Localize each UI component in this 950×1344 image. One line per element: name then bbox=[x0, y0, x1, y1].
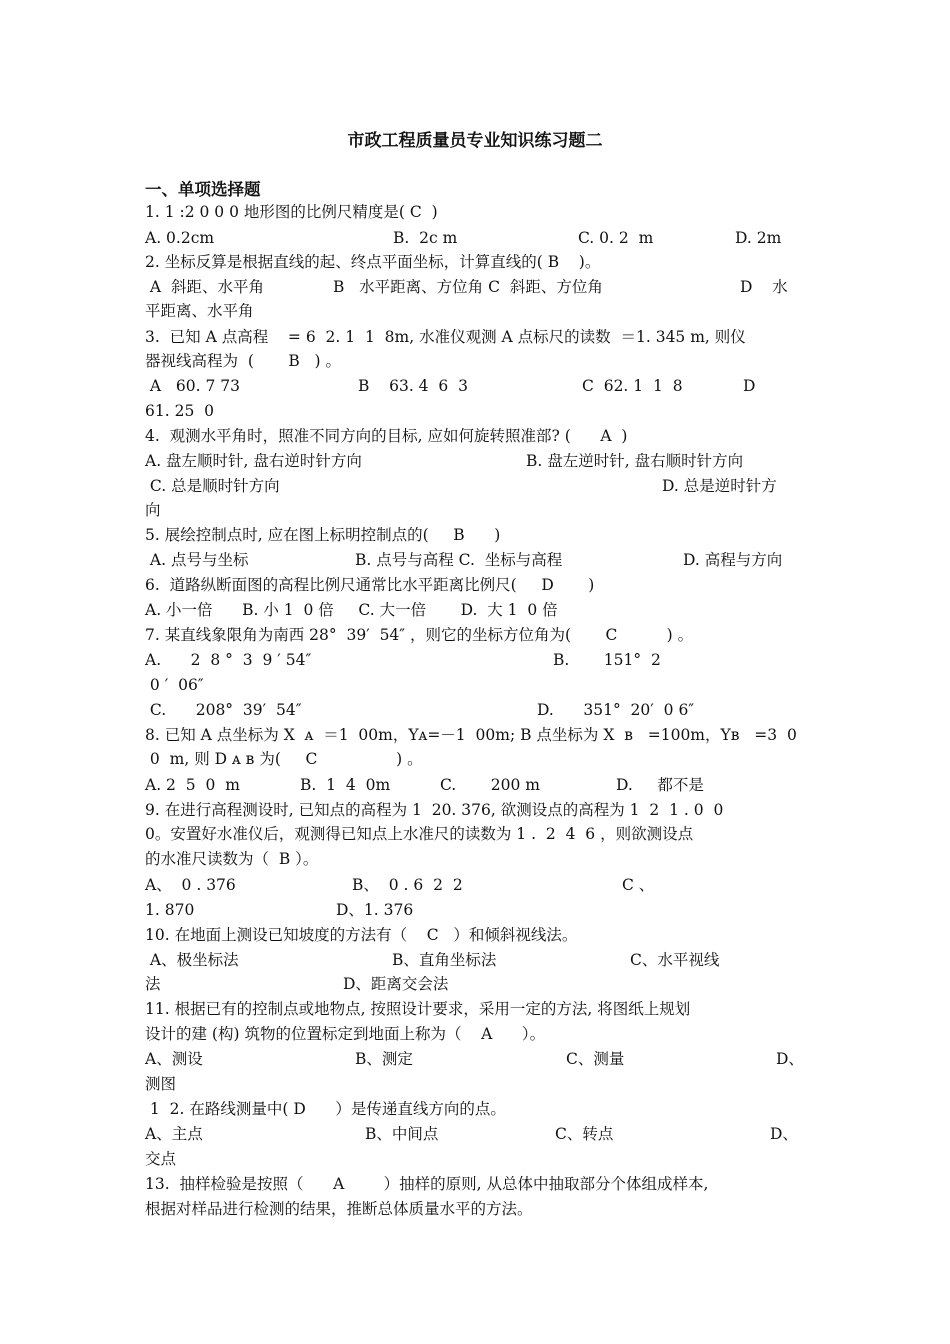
text-line: C、转点 bbox=[555, 1125, 614, 1143]
text-line: 法 bbox=[145, 975, 161, 993]
text-line: 10. 在地面上测设已知坡度的方法有（ C ）和倾斜视线法。 bbox=[145, 926, 578, 944]
text-line: C、水平视线 bbox=[630, 951, 720, 969]
text-line: 0。安置好水准仪后，观测得已知点上水准尺的读数为 1 . 2 4 6 ，则欲测设点 bbox=[145, 825, 694, 843]
text-line: 4. 观测水平角时，照准不同方向的目标, 应如何旋转照准部? ( A ) bbox=[145, 427, 628, 445]
text-line: 11. 根据已有的控制点或地物点, 按照设计要求，采用一定的方法, 将图纸上规划 bbox=[145, 1000, 691, 1018]
text-line: B. 点号与高程 C. 坐标与高程 bbox=[355, 551, 563, 569]
text-line: B 水平距离、方位角 C 斜距、方位角 bbox=[333, 278, 603, 296]
text-line: B. 2c m bbox=[393, 229, 458, 247]
text-line: 1 2. 在路线测量中( D ）是传递直线方向的点。 bbox=[145, 1100, 506, 1118]
text-line: C 62. 1 1 8 bbox=[582, 377, 683, 395]
text-line: D. 都不是 bbox=[616, 776, 704, 794]
text-line: A、测设 bbox=[145, 1050, 203, 1068]
text-line: D、 bbox=[776, 1050, 804, 1068]
text-line: B、中间点 bbox=[365, 1125, 439, 1143]
text-line: A. 盘左顺时针, 盘右逆时针方向 bbox=[145, 452, 362, 470]
text-line: 0 m, 则 D ᴀ ʙ 为( C ) 。 bbox=[145, 750, 423, 768]
text-line: 的水准尺读数为（ B ）。 bbox=[145, 850, 319, 868]
text-line: B、 0 . 6 2 2 bbox=[352, 876, 463, 894]
text-line: C. 208° 39′ 54″ bbox=[145, 701, 302, 719]
text-line: 7. 某直线象限角为南西 28° 39′ 54″ ，则它的坐标方位角为( C ) 。 bbox=[145, 626, 694, 644]
text-line: A. 2 8 ° 3 9 ′ 54″ bbox=[145, 651, 312, 669]
text-line: A、主点 bbox=[145, 1125, 203, 1143]
section-heading: 一、单项选择题 bbox=[145, 180, 261, 199]
text-line: 测图 bbox=[145, 1075, 177, 1093]
text-line: C、测量 bbox=[566, 1050, 625, 1068]
text-line: A、极坐标法 bbox=[145, 951, 239, 969]
text-line: D 水 bbox=[740, 278, 788, 296]
text-line: 5. 展绘控制点时, 应在图上标明控制点的( B ) bbox=[145, 526, 501, 544]
text-line: D. 总是逆时针方 bbox=[662, 477, 777, 495]
text-line: D bbox=[743, 377, 756, 395]
text-line: A、 0 . 376 bbox=[145, 876, 236, 894]
text-line: D. 2m bbox=[735, 229, 782, 247]
text-line: B. 151° 2 bbox=[553, 651, 661, 669]
text-line: A. 0.2cm bbox=[145, 229, 215, 247]
text-line: D. 351° 20′ 0 6″ bbox=[537, 701, 695, 719]
text-line: 3. 已知 A 点高程 = 6 2. 1 1 8m, 水准仪观测 A 点标尺的读数 ＝1. 345 m, 则仪 bbox=[145, 328, 746, 346]
text-line: 交点 bbox=[145, 1150, 177, 1168]
text-line: B. 盘左逆时针, 盘右顺时针方向 bbox=[526, 452, 744, 470]
text-line: 1. 870 bbox=[145, 901, 195, 919]
text-line: 2. 坐标反算是根据直线的起、终点平面坐标，计算直线的( B )。 bbox=[145, 253, 601, 271]
text-line: C. 200 m bbox=[440, 776, 540, 794]
text-line: A. 点号与坐标 bbox=[145, 551, 249, 569]
text-line: C. 总是顺时针方向 bbox=[145, 477, 280, 495]
text-line: B、测定 bbox=[355, 1050, 413, 1068]
text-line: D、 bbox=[770, 1125, 798, 1143]
text-line: 平距离、水平角 bbox=[145, 302, 254, 320]
text-line: D、距离交会法 bbox=[343, 975, 449, 993]
text-line: 9. 在进行高程测设时, 已知点的高程为 1 20. 376, 欲测设点的高程为 1 2 1 . 0 0 bbox=[145, 801, 724, 819]
text-line: B 63. 4 6 3 bbox=[358, 377, 468, 395]
text-line: C. 0. 2 m bbox=[578, 229, 654, 247]
text-line: 向 bbox=[145, 501, 161, 519]
text-line: 设计的建 (构) 筑物的位置标定到地面上称为（ A ）。 bbox=[145, 1025, 546, 1043]
text-line: B、直角坐标法 bbox=[392, 951, 497, 969]
text-line: 6. 道路纵断面图的高程比例尺通常比水平距离比例尺( D ) bbox=[145, 576, 595, 594]
text-line: C 、 bbox=[622, 876, 655, 894]
text-line: 器视线高程为 ( B ) 。 bbox=[145, 352, 342, 370]
page-title: 市政工程质量员专业知识练习题二 bbox=[347, 131, 603, 151]
text-line: 61. 25 0 bbox=[145, 402, 215, 420]
text-line: A. 小一倍 B. 小 1 0 倍 C. 大一倍 D. 大 1 0 倍 bbox=[145, 601, 558, 619]
text-line: A. 2 5 0 m bbox=[145, 776, 240, 794]
text-line: D. 高程与方向 bbox=[683, 551, 783, 569]
text-line: 13. 抽样检验是按照（ A ）抽样的原则, 从总体中抽取部分个体组成样本, bbox=[145, 1175, 709, 1193]
text-line: B. 1 4 0m bbox=[300, 776, 391, 794]
text-line: A 斜距、水平角 bbox=[145, 278, 264, 296]
text-line: 根据对样品进行检测的结果，推断总体质量水平的方法。 bbox=[145, 1200, 533, 1218]
text-line: A 60. 7 73 bbox=[145, 377, 240, 395]
text-line: 8. 已知 A 点坐标为 X ᴀ ＝1 00m，Yᴀ=－1 00m; B 点坐标为 X ʙ =100m，Yʙ =3 0 bbox=[145, 726, 797, 744]
text-line: 1. 1 :2 0 0 0 地形图的比例尺精度是( C ) bbox=[145, 203, 438, 221]
text-line: 0 ′ 06″ bbox=[145, 676, 204, 694]
text-line: D、1. 376 bbox=[336, 901, 414, 919]
